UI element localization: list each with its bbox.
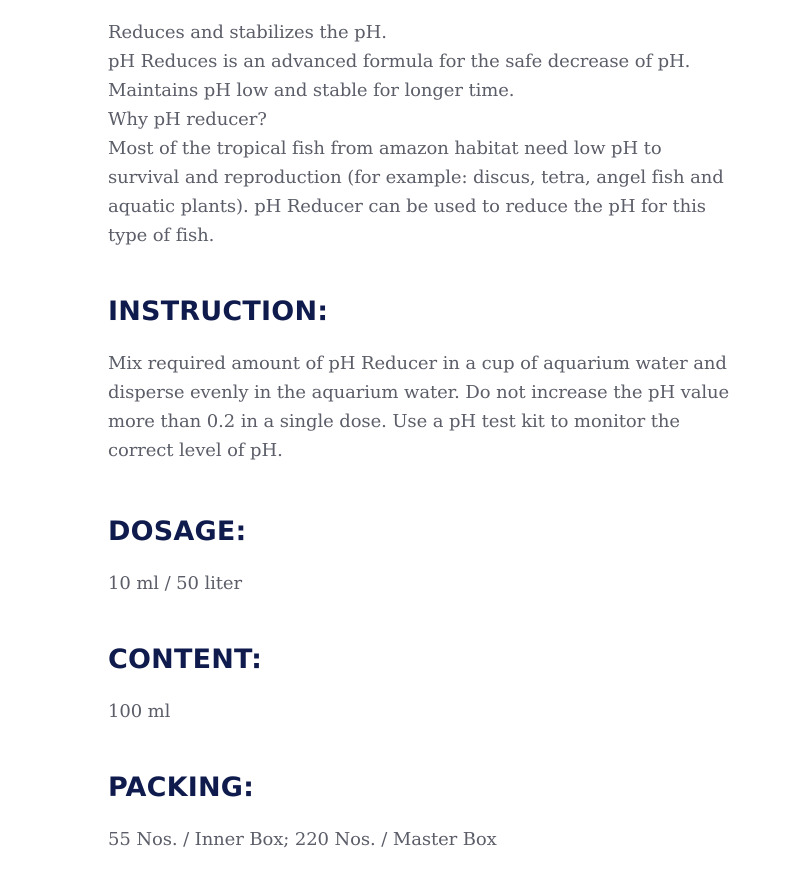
instruction-line: disperse evenly in the aquarium water. Do not increase the pH value bbox=[108, 382, 730, 403]
product-description bbox=[108, 18, 730, 854]
intro-line: Reduces and stabilizes the pH. bbox=[108, 22, 387, 43]
intro-line: aquatic plants). pH Reducer can be used to reduce the pH for this bbox=[108, 196, 706, 217]
content-text: 100 ml bbox=[108, 701, 171, 722]
intro-line: Why pH reducer? bbox=[108, 109, 267, 130]
instruction-heading: INSTRUCTION: bbox=[108, 296, 329, 327]
intro-line: Maintains pH low and stable for longer time. bbox=[108, 80, 515, 101]
instruction-line: more than 0.2 in a single dose. Use a pH test kit to monitor the bbox=[108, 411, 680, 432]
content-heading: CONTENT: bbox=[108, 644, 263, 675]
instruction-line: correct level of pH. bbox=[108, 440, 283, 461]
packing-text: 55 Nos. / Inner Box; 220 Nos. / Master Box bbox=[108, 829, 497, 850]
packing-heading: PACKING: bbox=[108, 772, 255, 803]
intro-line: pH Reduces is an advanced formula for the safe decrease of pH. bbox=[108, 51, 691, 72]
dosage-text: 10 ml / 50 liter bbox=[108, 573, 242, 594]
intro-line: survival and reproduction (for example: discus, tetra, angel fish and bbox=[108, 167, 724, 188]
instruction-paragraph bbox=[108, 349, 730, 465]
intro-line: type of fish. bbox=[108, 225, 215, 246]
dosage-heading: DOSAGE: bbox=[108, 516, 247, 547]
instruction-line: Mix required amount of pH Reducer in a cup of aquarium water and bbox=[108, 353, 727, 374]
intro-line: Most of the tropical fish from amazon habitat need low pH to bbox=[108, 138, 662, 159]
intro-paragraph bbox=[108, 18, 724, 250]
